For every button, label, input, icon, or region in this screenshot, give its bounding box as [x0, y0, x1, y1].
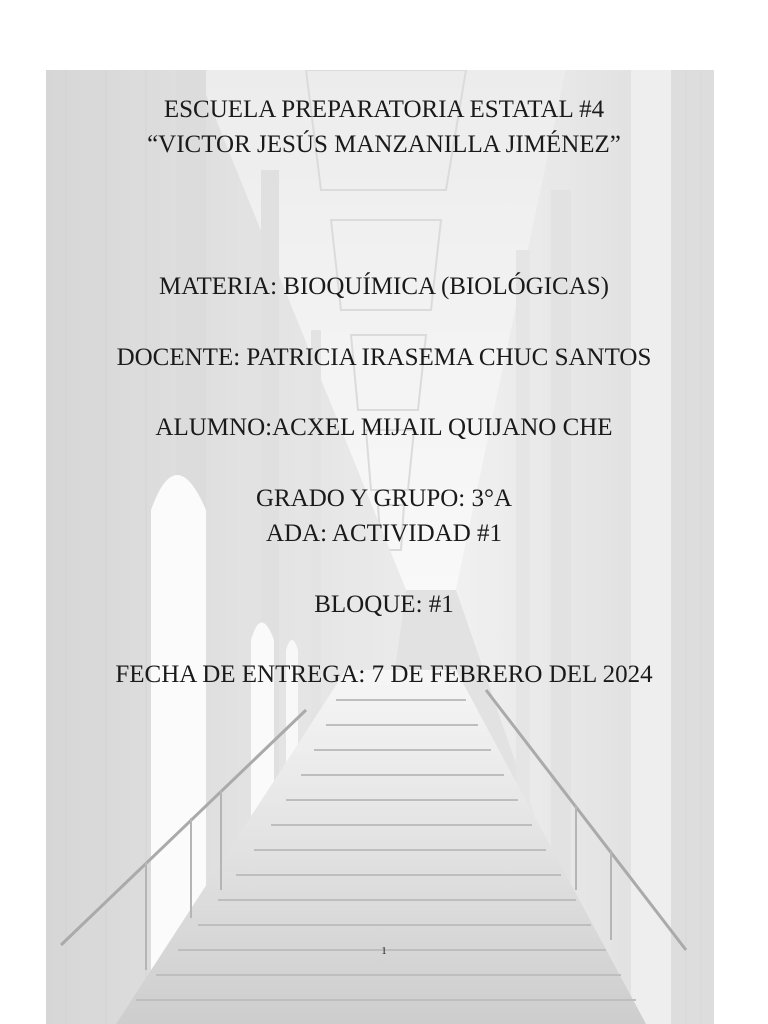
subject-line: MATERIA: BIOQUÍMICA (BIOLÓGICAS)	[159, 273, 609, 300]
due-date-line: FECHA DE ENTREGA: 7 DE FEBRERO DEL 2024	[115, 661, 653, 688]
page-number: 1	[381, 945, 387, 957]
student-line: ALUMNO:ACXEL MIJAIL QUIJANO CHE	[155, 414, 613, 441]
block-line: BLOQUE: #1	[314, 591, 454, 618]
activity-line: ADA: ACTIVIDAD #1	[265, 520, 503, 547]
school-name-line1: ESCUELA PREPARATORIA ESTATAL #4	[163, 96, 605, 123]
school-name-line2: “VICTOR JESÚS MANZANILLA JIMÉNEZ”	[147, 131, 621, 158]
grade-group-line: GRADO Y GRUPO: 3°A	[255, 485, 513, 512]
teacher-line: DOCENTE: PATRICIA IRASEMA CHUC SANTOS	[116, 344, 652, 371]
